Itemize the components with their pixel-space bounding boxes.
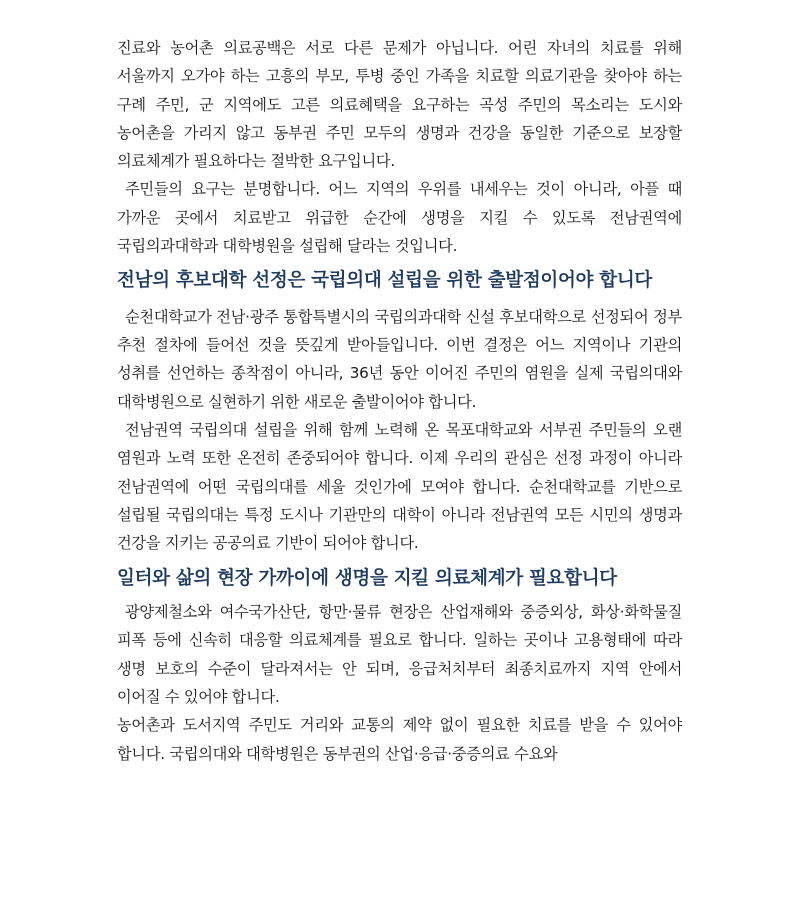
paragraph-medical-gap: 진료와 농어촌 의료공백은 서로 다른 문제가 아닙니다. 어린 자녀의 치료를 위해 서울까지 오가야 하는 고흥의 부모, 투병 중인 가족을 치료할 의료기관을 찾아야 하는 구례 주민, 군 지역에도 고른 의료혜택을 요구하는 곡성 주민의 목소리는 도시와 농어촌을 가리지 않고 동부권 주민 모두의 생명과 건강을 동일한 기준으로 보장할 의료체계가 필요하다는 절박한 요구입니다. <box>117 39 682 171</box>
section-heading-candidate-university: 전남의 후보대학 선정은 국립의대 설립을 위한 출발점이어야 합니다 <box>117 270 652 292</box>
section-heading-workplace-care: 일터와 삶의 현장 가까이에 생명을 지킬 의료체계가 필요합니다 <box>117 567 617 589</box>
paragraph-rural-islands: 농어촌과 도서지역 주민도 거리와 교통의 제약 없이 필요한 치료를 받을 수 있어야 합니다. 국립의대와 대학병원은 동부권의 산업·응급·중증의료 수요와 <box>117 716 682 763</box>
paragraph-industrial-sites: 광양제철소와 여수국가산단, 항만·물류 현장은 산업재해와 중증외상, 화상·화학물질 피폭 등에 신속히 대응할 의료체계를 필요로 합니다. 일하는 곳이나 고용형태에 따라 생명 보호의 수준이 달라져서는 안 되며, 응급처치부터 최종치료까지 지역 안에서 이어질 수 있어야 합니다. <box>117 603 682 706</box>
document-page <box>117 34 682 768</box>
paragraph-residents-demand: 주민들의 요구는 분명합니다. 어느 지역의 우위를 내세우는 것이 아니라, 아플 때 가까운 곳에서 치료받고 위급한 순간에 생명을 지킬 수 있도록 전남권역에 국립의과대학과 대학병원을 설립해 달라는 것입니다. <box>117 180 682 256</box>
paragraph-mokpo-respect: 전남권역 국립의대 설립을 위해 함께 노력해 온 목포대학교와 서부권 주민들의 오랜 염원과 노력 또한 온전히 존중되어야 합니다. 이제 우리의 관심은 선정 과정이 아니라 전남권역에 어떤 국립의대를 세울 것인가에 모여야 합니다. 순천대학교를 기반으로 설립될 국립의대는 특정 도시나 기관만의 대학이 아니라 전남권역 모든 시민의 생명과 건강을 지키는 공공의료 기반이 되어야 합니다. <box>117 421 682 553</box>
paragraph-suncheon-selection: 순천대학교가 전남·광주 통합특별시의 국립의과대학 신설 후보대학으로 선정되어 정부 추천 절차에 들어선 것을 뜻깊게 받아들입니다. 이번 결정은 어느 지역이나 기관의 성취를 선언하는 종착점이 아니라, 36년 동안 이어진 주민의 염원을 실제 국립의대와 대학병원으로 실현하기 위한 새로운 출발이어야 합니다. <box>117 307 682 411</box>
